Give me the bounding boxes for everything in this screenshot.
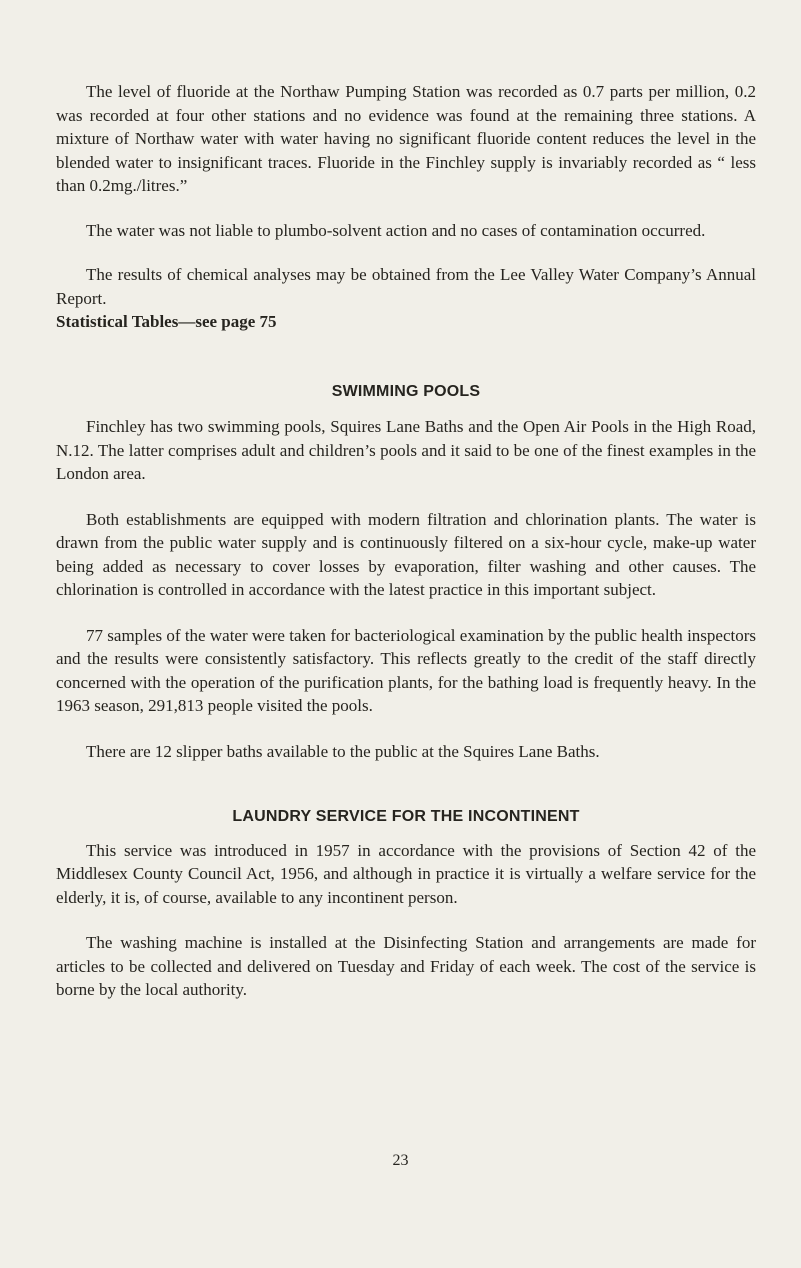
plumbo-solvent-paragraph: The water was not liable to plumbo-solvent action and no cases of contamination occurred. <box>86 220 706 240</box>
swimming-paragraph-1: Finchley has two swimming pools, Squires Lane Baths and the Open Air Pools in the High Road, N.12. The latter comprises adult and children’s pools and it said to be one of the finest examples in the London area. <box>56 417 756 483</box>
statistical-tables-note: Statistical Tables—see page 75 <box>56 312 277 331</box>
swimming-pools-heading: SWIMMING POOLS <box>331 382 481 400</box>
document-page <box>56 80 756 1002</box>
laundry-paragraph-2: The washing machine is installed at the Disinfecting Station and arrangements are made for articles to be collected and delivered on Tuesday and Friday of each week. The cost of the service is borne by the local authority. <box>56 933 756 999</box>
laundry-service-heading: LAUNDRY SERVICE FOR THE INCONTINENT <box>232 808 580 825</box>
laundry-paragraph-1: This service was introduced in 1957 in accordance with the provisions of Section 42 of the Middlesex County Council Act, 1956, and although in practice it is virtually a welfare service for the elderly, it is, of course, available to any incontinent person. <box>56 840 756 907</box>
swimming-paragraph-3: 77 samples of the water were taken for bacteriological examination by the public health inspectors and the results were consistently satisfactory. This reflects greatly to the credit of the staff directly concerned with the operation of the purification plants, for the bathing load is frequently heavy. In the 1963 season, 291,813 people visited the pools. <box>56 625 756 715</box>
page-number: 23 <box>392 1152 409 1169</box>
fluoride-paragraph: The level of fluoride at the Northaw Pumping Station was recorded as 0.7 parts per million, 0.2 was recorded at four other stations and no evidence was found at the remaining three stations. A mixture of Northaw water with water having no significant fluoride content reduces the level in the blended water to insignificant traces. Fluoride in the Finchley supply is invariably recorded as “ less than 0.2mg./litres.” <box>56 82 756 195</box>
swimming-paragraph-4: There are 12 slipper baths available to the public at the Squires Lane Baths. <box>86 741 600 761</box>
swimming-paragraph-2: Both establishments are equipped with modern filtration and chlorination plants. The water is drawn from the public water supply and is continuously filtered on a six-hour cycle, make-up water being added as necessary to cover losses by evaporation, filter washing and other causes. The chlorination is controlled in accordance with the latest practice in this important subject. <box>56 509 756 599</box>
chemical-analyses-paragraph: The results of chemical analyses may be obtained from the Lee Valley Water Company’s Annual Report. <box>56 265 756 308</box>
